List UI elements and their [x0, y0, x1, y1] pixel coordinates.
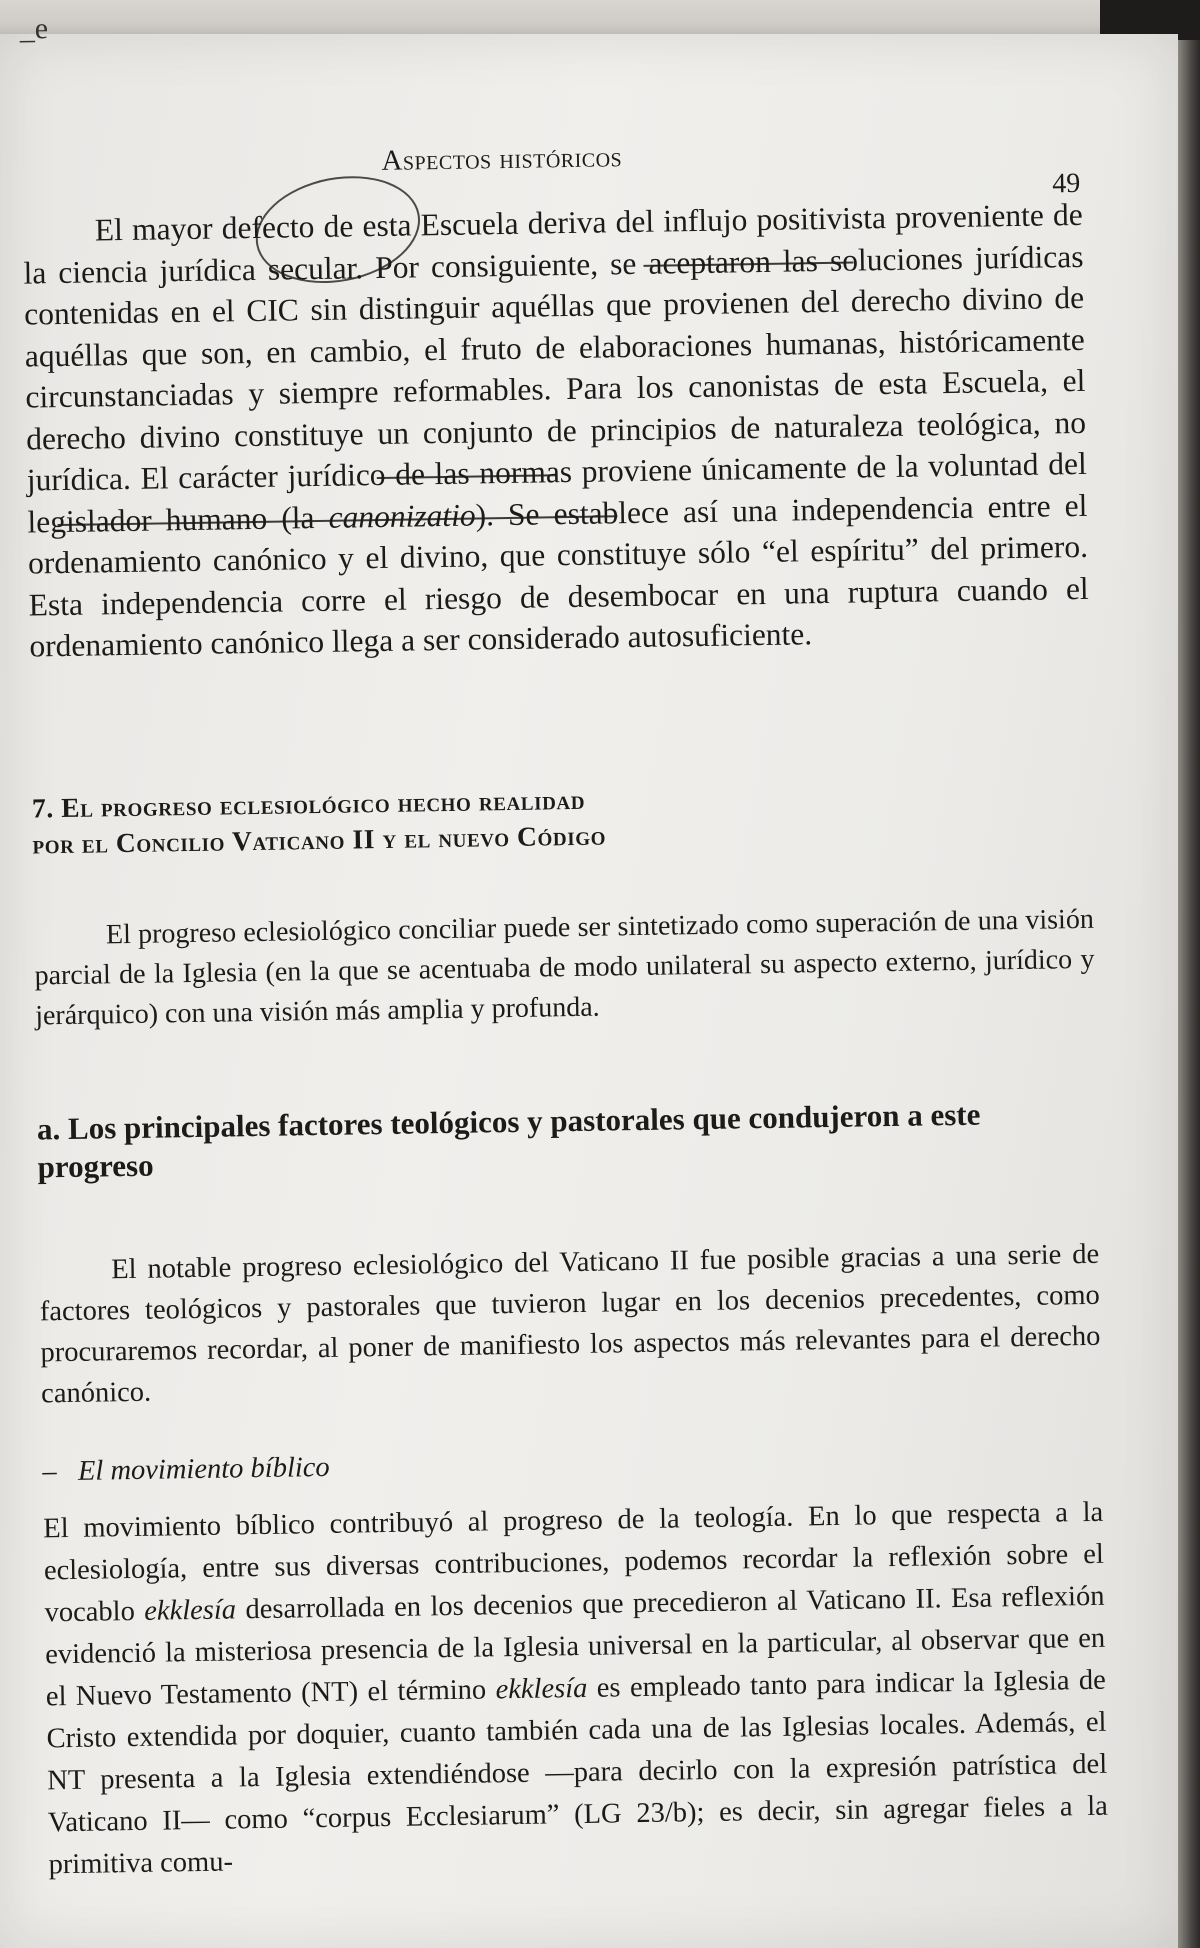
top-scribble: _e: [19, 12, 49, 46]
page-content: [19, 12, 1130, 1943]
book-page: [0, 12, 1178, 1948]
scan-right-edge: [1178, 40, 1200, 1948]
page-number: 49: [1052, 167, 1081, 200]
bullet-heading-biblico: [42, 1440, 1102, 1489]
paragraph-2: El progreso eclesiológico conciliar puede ser sintetizado como superación de una visión parcial de la Iglesia (en la que se acentuaba de modo unilateral su aspecto externo, jurídico y jerárquico) con una visión más amplia y profunda.: [34, 903, 1095, 1032]
bullet-title: El movimiento bíblico: [77, 1451, 330, 1487]
paragraph-1: El mayor defecto de esta Escuela deriva del influjo positivista proveniente de la ciencia jurídica secular. Por consiguiente, se aceptaron las soluciones jurídicas contenidas en el CIC sin distinguir aquéllas que provienen del derecho divino de aquéllas que son, en cambio, el fruto de elaboraciones humanas, históricamente circunstanciadas y siempre reformables. Para los canonistas de esta Escuela, el derecho divino constituye un conjunto de principios de naturaleza teológica, no jurídica. El carácter jurídico de las normas proviene únicamente de la voluntad del legislador humano (la canonizatio). Se establece así una independencia entre el ordenamiento canónico y el divino, que constituye sólo “el espíritu” del primero. Esta independencia corre el riesgo de desembocar en una ruptura cuando el ordenamiento canónico llega a ser considerado autosuficiente.: [23, 196, 1089, 664]
paragraph-4: El movimiento bíblico contribuyó al progreso de la teología. En lo que respecta a la eclesiología, entre sus diversas contribuciones, podemos recordar la reflexión sobre el vocablo ekklesía desarrollada en los decenios que precedieron al Vaticano II. Esa reflexión evidenció la misteriosa presencia de la Iglesia universal en la particular, al observar que en el Nuevo Testamento (NT) el término ekklesía es empleado tanto para indicar la Iglesia de Cristo extendida por doquier, cuanto también cada una de las Iglesias locales. Además, el NT presenta a la Iglesia extendiéndose —para decirlo con la expresión patrística del Vaticano II— como “corpus Ecclesiarum” (LG 23/b); es decir, sin agregar fieles a la primitiva comu-: [43, 1496, 1109, 1881]
paragraph-3: El notable progreso eclesiológico del Vaticano II fue posible gracias a una serie de factores teológicos y pastorales que tuvieron lugar en los decenios precedentes, como procuraremos recordar, al poner de manifiesto los aspectos más relevantes para el derecho canónico.: [39, 1238, 1101, 1410]
running-head: Aspectos históricos: [381, 141, 623, 177]
subsection-heading-a: a. Los principales factores teológicos y pastorales que condujeron a este progreso: [36, 1096, 981, 1185]
section-heading-7-line1: 7. El progreso eclesiológico hecho realidad: [31, 783, 586, 824]
section-heading-7-line2: por el Concilio Vaticano II y el nuevo Código: [32, 819, 607, 860]
section-heading-7: [32, 774, 1093, 863]
bullet-dash: –: [42, 1456, 57, 1488]
